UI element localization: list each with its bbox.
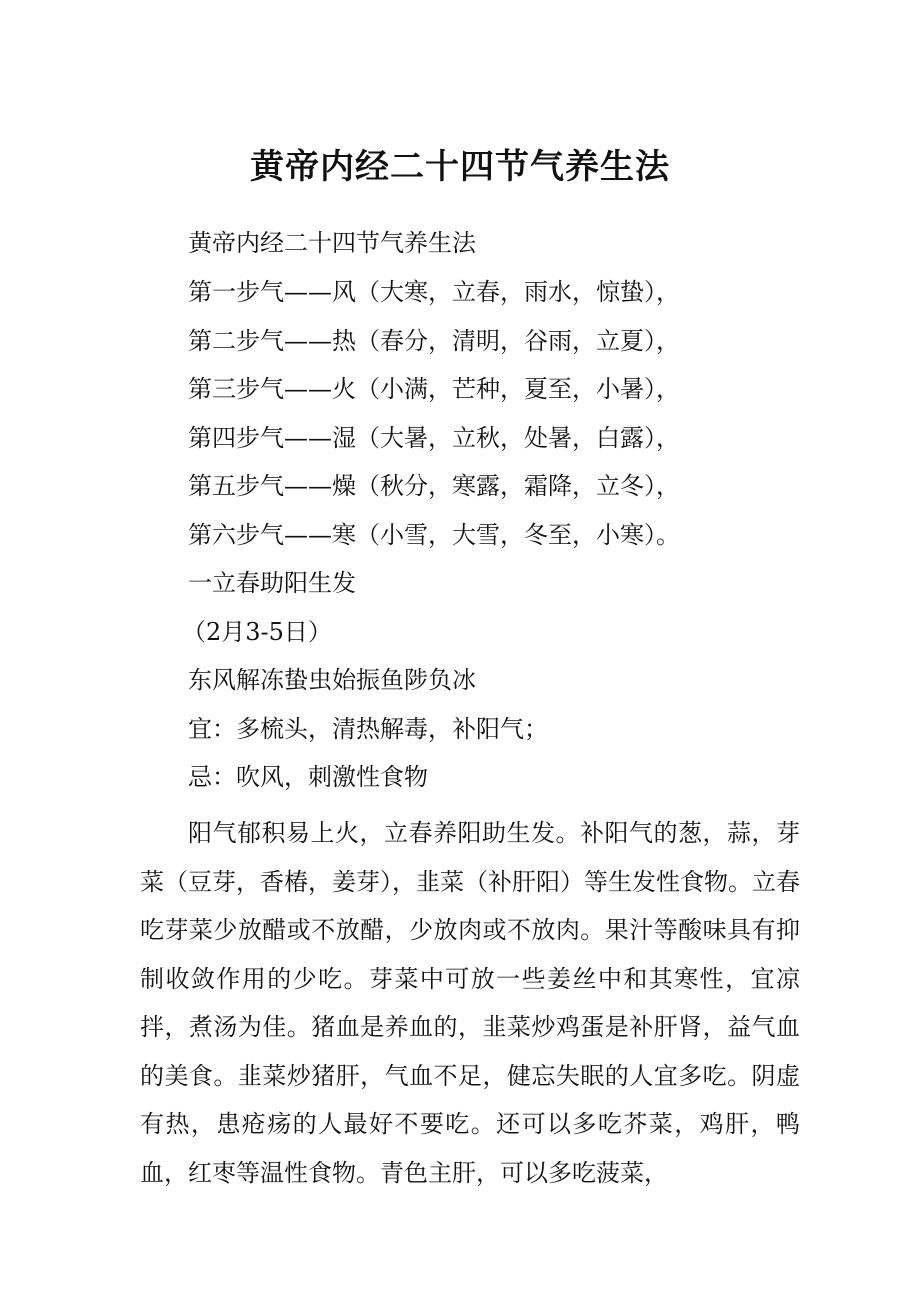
subtitle-line: 黄帝内经二十四节气养生法	[188, 229, 476, 257]
avoid-line: 忌：吹风，刺激性食物	[188, 763, 428, 791]
step-line-1: 第一步气——风（大寒，立春，雨水，惊蛰），	[188, 278, 680, 306]
step-line-2: 第二步气——热（春分，清明，谷雨，立夏），	[188, 327, 680, 355]
step-line-3: 第三步气——火（小满，芒种，夏至，小暑），	[188, 375, 680, 403]
step-line-5: 第五步气——燥（秋分，寒露，霜降，立冬），	[188, 472, 680, 500]
step-line-6: 第六步气——寒（小雪，大雪，冬至，小寒）。	[188, 521, 680, 549]
body-paragraph: 阳气郁积易上火，立春养阳助生发。补阳气的葱，蒜，芽菜（豆芽，香椿，姜芽），韭菜（补肝阳）等生发性食物。立春吃芽菜少放醋或不放醋，少放肉或不放肉。果汁等酸味具有抑制收敛作用的少吃。芽菜中可放一些姜丝中和其寒性，宜凉拌，煮汤为佳。猪血是养血的，韭菜炒鸡蛋是补肝肾，益气血的美食。韭菜炒猪肝，气血不足，健忘失眠的人宜多吃。阴虚有热，患疮疡的人最好不要吃。还可以多吃芥菜，鸡肝，鸭血，红枣等温性食物。青色主肝，可以多吃菠菜，	[140, 819, 800, 1187]
date-range: （2月3-5日）	[182, 618, 332, 646]
recommend-line: 宜：多梳头，清热解毒，补阳气；	[188, 715, 548, 743]
phenology-line: 东风解冻蛰虫始振鱼陟负冰	[188, 666, 476, 694]
document-title: 黄帝内经二十四节气养生法	[250, 147, 670, 187]
step-line-4: 第四步气——湿（大暑，立秋，处暑，白露），	[188, 424, 680, 452]
section-heading: 一立春助阳生发	[188, 569, 356, 597]
